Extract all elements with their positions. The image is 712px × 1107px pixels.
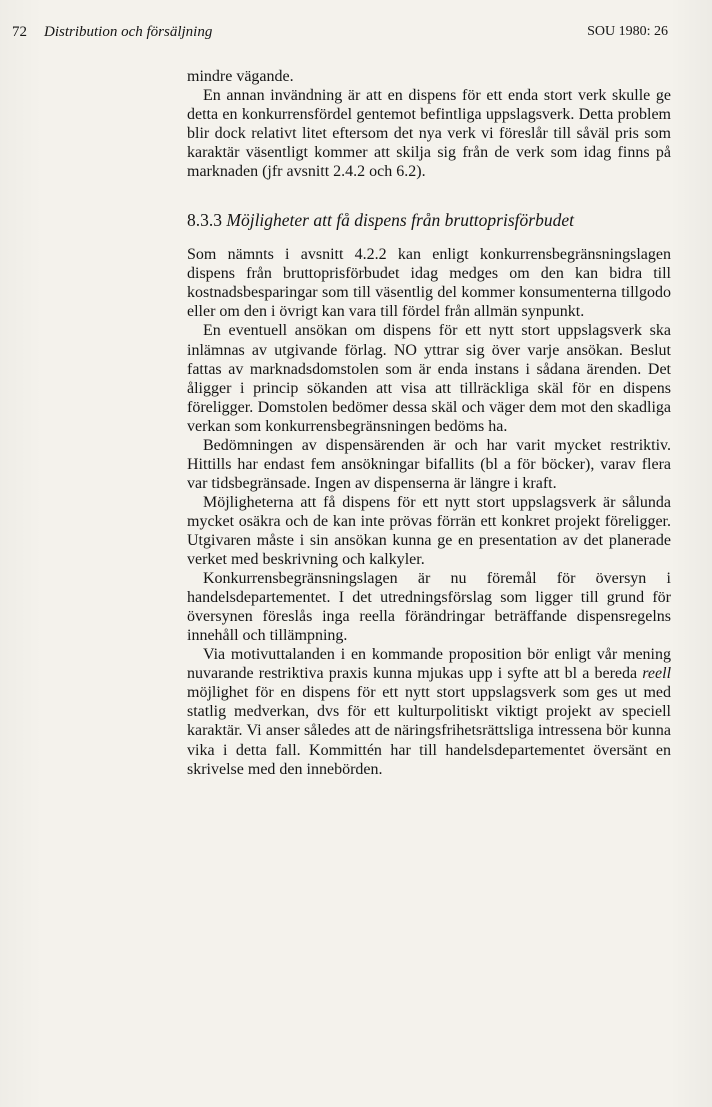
paragraph: Möjligheterna att få dispens för ett nytt stort uppslagsverk är sålunda mycket osäkra och de kan inte prövas förrän ett konkret projekt föreligger. Utgivaren måste i sin ansökan kunna ge en presentation av det planerade verket med beskrivning och kalkyler. bbox=[187, 493, 671, 569]
paragraph-text: Via motivuttalanden i en kommande proposition bör enligt vår mening nuvarande restriktiva praxis kunna mjukas upp i syfte att bl a bereda bbox=[187, 646, 671, 683]
body-text bbox=[187, 67, 671, 779]
emphasis-text: reell bbox=[642, 665, 672, 683]
section-number: 8.3.3 bbox=[187, 210, 222, 231]
paragraph-continuation: mindre vägande. bbox=[187, 68, 294, 85]
paragraph: En eventuell ansökan om dispens för ett nytt stort uppslagsverk ska inlämnas av utgivande förlag. NO yttrar sig över varje ansökan. Beslut fattas av marknadsdomstolen som är enda instans i sådana ärenden. Det åligger i princip sökanden att visa att tillräckliga skäl för en dispens föreligger. Domstolen bedömer dessa skäl och väger dem mot den skadliga verkan som konkurrensbegränsningen bedöms ha. bbox=[187, 322, 671, 435]
paragraph bbox=[187, 645, 671, 778]
running-title: Distribution och försäljning bbox=[44, 24, 213, 40]
section-title: Möjligheter att få dispens från bruttoprisförbudet bbox=[226, 210, 574, 231]
paragraph: Konkurrensbegränsningslagen är nu föremål för översyn i handelsdepartementet. I det utredningsförslag som ligger till grund för översynen föreslås inga reella förändringar beträffande dispensregelns innehåll och tillämpning. bbox=[187, 570, 671, 645]
section-heading bbox=[187, 209, 671, 231]
paragraph: En annan invändning är att en dispens för ett enda stort verk skulle ge detta en konkurrensfördel gentemot befintliga uppslagsverk. Detta problem blir dock relativt litet eftersom det nya verk vi föreslår till såväl pris som karaktär väsentligt kommer att skilja sig från de verk som idag finns på marknaden (jfr avsnitt 2.4.2 och 6.2). bbox=[187, 87, 671, 181]
paragraph: Som nämnts i avsnitt 4.2.2 kan enligt konkurrensbegränsningslagen dispens från bruttoprisförbudet idag medges om den kan bidra till kostnadsbesparingar som till väsentlig del kommer konsumenterna tillgodo eller om den i övrigt kan vara till fördel från allmän synpunkt. bbox=[187, 246, 671, 321]
report-id: SOU 1980: 26 bbox=[587, 24, 668, 39]
page-header bbox=[12, 21, 668, 43]
paragraph: Bedömningen av dispensärenden är och har varit mycket restriktiv. Hittills har endast fem ansökningar bifallits (bl a för böcker), varav flera var tidsbegränsade. Ingen av dispenserna är längre i kraft. bbox=[187, 436, 671, 492]
paragraph-text: möjlighet för en dispens för ett nytt stort uppslagsverk som ges ut med statlig medverkan, dvs för ett kulturpolitiskt viktigt projekt av speciell karaktär. Vi anser således att de näringsfrihetsrättsliga intressena bör kunna vika i detta fall. Kommittén har till handelsdepartementet översänt en skrivelse med den innebörden. bbox=[187, 684, 671, 778]
page-number: 72 bbox=[12, 24, 27, 40]
